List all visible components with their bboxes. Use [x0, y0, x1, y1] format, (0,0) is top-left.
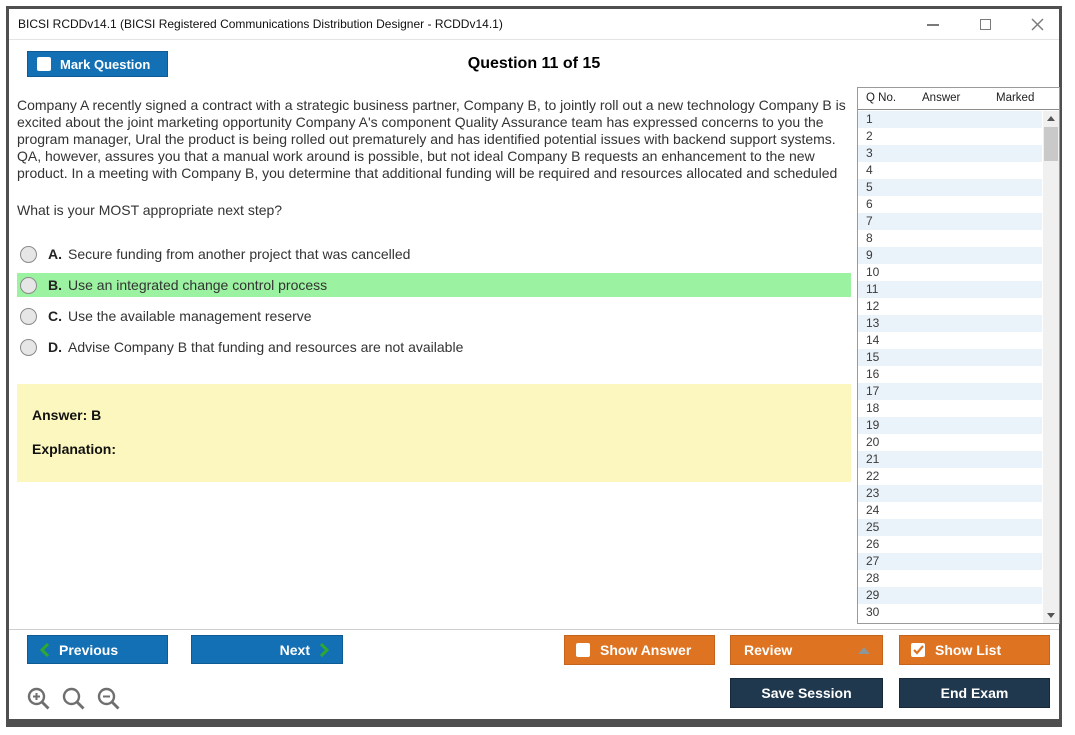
- review-dropdown-button[interactable]: [730, 635, 883, 665]
- question-list-row[interactable]: [858, 230, 1042, 247]
- minimize-button[interactable]: [925, 17, 941, 33]
- row-question-number: 6: [866, 197, 873, 211]
- zoom-in-icon[interactable]: [25, 685, 53, 713]
- dropdown-arrow-icon: [858, 647, 870, 654]
- question-list-row[interactable]: [858, 179, 1042, 196]
- option-d-radio[interactable]: [20, 339, 37, 356]
- close-button[interactable]: [1029, 17, 1045, 33]
- close-icon: [1031, 18, 1044, 31]
- list-scrollbar[interactable]: [1043, 111, 1059, 623]
- maximize-button[interactable]: [977, 17, 993, 33]
- row-question-number: 17: [866, 384, 880, 398]
- show-list-label: Show List: [935, 642, 1002, 658]
- save-session-button[interactable]: [730, 678, 883, 708]
- scroll-down-button[interactable]: [1043, 608, 1059, 623]
- question-list-row[interactable]: [858, 553, 1042, 570]
- question-list-header: [858, 88, 1059, 110]
- row-question-number: 10: [866, 265, 880, 279]
- save-session-label: Save Session: [761, 685, 852, 701]
- question-list-row[interactable]: [858, 468, 1042, 485]
- show-list-checkbox[interactable]: [911, 643, 925, 657]
- zoom-toolbar: [25, 685, 123, 713]
- mark-question-checkbox[interactable]: [37, 57, 51, 71]
- question-list-row[interactable]: [858, 400, 1042, 417]
- question-list-row[interactable]: [858, 536, 1042, 553]
- minimize-icon: [927, 24, 939, 26]
- row-question-number: 30: [866, 605, 880, 619]
- option-d-text: Advise Company B that funding and resources are not available: [68, 339, 464, 355]
- show-answer-checkbox[interactable]: [576, 643, 590, 657]
- zoom-reset-icon[interactable]: [60, 685, 88, 713]
- question-list-rows: [858, 111, 1042, 623]
- row-question-number: 18: [866, 401, 880, 415]
- row-question-number: 22: [866, 469, 880, 483]
- previous-label: Previous: [59, 641, 119, 658]
- question-list-panel: [857, 87, 1060, 624]
- scroll-down-icon: [1047, 613, 1055, 618]
- row-question-number: 12: [866, 299, 880, 313]
- row-question-number: 15: [866, 350, 880, 364]
- answer-explanation-box: [17, 384, 851, 482]
- end-exam-label: End Exam: [940, 685, 1009, 701]
- question-list-row[interactable]: [858, 196, 1042, 213]
- question-list-row[interactable]: [858, 604, 1042, 621]
- row-question-number: 19: [866, 418, 880, 432]
- zoom-out-icon[interactable]: [95, 685, 123, 713]
- row-question-number: 26: [866, 537, 880, 551]
- question-prompt: What is your MOST appropriate next step?: [17, 202, 283, 218]
- option-a-radio[interactable]: [20, 246, 37, 263]
- row-question-number: 25: [866, 520, 880, 534]
- question-list-row[interactable]: [858, 434, 1042, 451]
- next-button[interactable]: [191, 635, 343, 664]
- option-a-text: Secure funding from another project that was cancelled: [68, 246, 411, 262]
- scrollbar-thumb[interactable]: [1044, 127, 1058, 161]
- scroll-up-button[interactable]: [1043, 111, 1059, 126]
- question-list-row[interactable]: [858, 451, 1042, 468]
- mark-question-label: Mark Question: [60, 56, 151, 72]
- column-qno: Q No.: [866, 92, 897, 104]
- end-exam-button[interactable]: [899, 678, 1050, 708]
- question-list-row[interactable]: [858, 485, 1042, 502]
- row-question-number: 21: [866, 452, 880, 466]
- option-c-text: Use the available management reserve: [68, 308, 312, 324]
- window-title: BICSI RCDDv14.1 (BICSI Registered Communications Distribution Designer - RCDDv14.1): [18, 17, 503, 31]
- question-list-row[interactable]: [858, 162, 1042, 179]
- chevron-left-icon: [40, 643, 49, 657]
- row-question-number: 16: [866, 367, 880, 381]
- question-header: [9, 41, 1059, 87]
- row-question-number: 8: [866, 231, 873, 245]
- show-list-button[interactable]: [899, 635, 1050, 665]
- title-bar: [9, 9, 1059, 40]
- option-c-letter: C.: [48, 308, 62, 324]
- option-b-text: Use an integrated change control process: [68, 277, 328, 293]
- row-question-number: 13: [866, 316, 880, 330]
- row-question-number: 7: [866, 214, 873, 228]
- review-label: Review: [744, 642, 793, 658]
- question-list-row[interactable]: [858, 519, 1042, 536]
- column-answer: Answer: [922, 92, 961, 104]
- option-b-letter: B.: [48, 277, 62, 293]
- option-a-letter: A.: [48, 246, 62, 262]
- row-question-number: 1: [866, 112, 873, 126]
- option-a[interactable]: [17, 242, 851, 266]
- show-answer-label: Show Answer: [600, 642, 692, 658]
- explanation-label: Explanation:: [32, 441, 117, 457]
- question-list-row[interactable]: [858, 502, 1042, 519]
- column-marked: Marked: [996, 92, 1035, 104]
- row-question-number: 28: [866, 571, 880, 585]
- question-list-row[interactable]: [858, 349, 1042, 366]
- row-question-number: 3: [866, 146, 873, 160]
- row-question-number: 23: [866, 486, 880, 500]
- app-window: [6, 6, 1062, 727]
- question-list-row[interactable]: [858, 332, 1042, 349]
- question-list-row[interactable]: [858, 281, 1042, 298]
- question-list-row[interactable]: [858, 298, 1042, 315]
- footer-divider: [9, 629, 1059, 630]
- row-question-number: 20: [866, 435, 880, 449]
- question-list-row[interactable]: [858, 383, 1042, 400]
- option-c-radio[interactable]: [20, 308, 37, 325]
- row-question-number: 27: [866, 554, 880, 568]
- maximize-icon: [980, 19, 991, 30]
- row-question-number: 11: [866, 282, 879, 296]
- question-list-row[interactable]: [858, 128, 1042, 145]
- row-question-number: 14: [866, 333, 880, 347]
- answer-options: [17, 242, 851, 359]
- question-list-row[interactable]: [858, 111, 1042, 128]
- question-list-row[interactable]: [858, 366, 1042, 383]
- row-question-number: 24: [866, 503, 880, 517]
- row-question-number: 4: [866, 163, 873, 177]
- option-d[interactable]: [17, 335, 851, 359]
- row-question-number: 2: [866, 129, 873, 143]
- row-question-number: 9: [866, 248, 873, 262]
- scroll-up-icon: [1047, 116, 1055, 121]
- next-label: Next: [279, 641, 310, 658]
- row-question-number: 29: [866, 588, 880, 602]
- mark-question-button[interactable]: [27, 51, 168, 77]
- show-answer-button[interactable]: [564, 635, 715, 665]
- question-list-row[interactable]: [858, 570, 1042, 587]
- question-list-row[interactable]: [858, 587, 1042, 604]
- question-panel: [17, 97, 851, 482]
- question-list-row[interactable]: [858, 417, 1042, 434]
- question-list-row[interactable]: [858, 145, 1042, 162]
- question-counter: Question 11 of 15: [467, 55, 601, 72]
- chevron-right-icon: [320, 643, 329, 657]
- window-controls: [925, 9, 1045, 40]
- question-list-row[interactable]: [858, 247, 1042, 264]
- question-list-row[interactable]: [858, 315, 1042, 332]
- option-b[interactable]: [17, 273, 851, 297]
- option-d-letter: D.: [48, 339, 62, 355]
- row-question-number: 5: [866, 180, 873, 194]
- option-b-radio[interactable]: [20, 277, 37, 294]
- option-c[interactable]: [17, 304, 851, 328]
- question-list-row[interactable]: [858, 264, 1042, 281]
- previous-button[interactable]: [27, 635, 168, 664]
- question-list-row[interactable]: [858, 213, 1042, 230]
- answer-value: Answer: B: [32, 407, 102, 423]
- question-body: Company A recently signed a contract with a strategic business partner, Company B, to jointly roll out a new technology Company B is excited about the joint marketing opportunity Company A's component Quality Assurance team has expressed concerns to you the program manager, Ural the product is being rolled out prematurely and has identified potential issues with backend support systems. QA, however, assures you that a manual work around is possible, but not ideal Company B requests an enhancement to the new product. In a meeting with Company B, you determine that additional funding will be required and resources allocated and scheduled: [17, 97, 846, 181]
- check-icon: [913, 645, 924, 655]
